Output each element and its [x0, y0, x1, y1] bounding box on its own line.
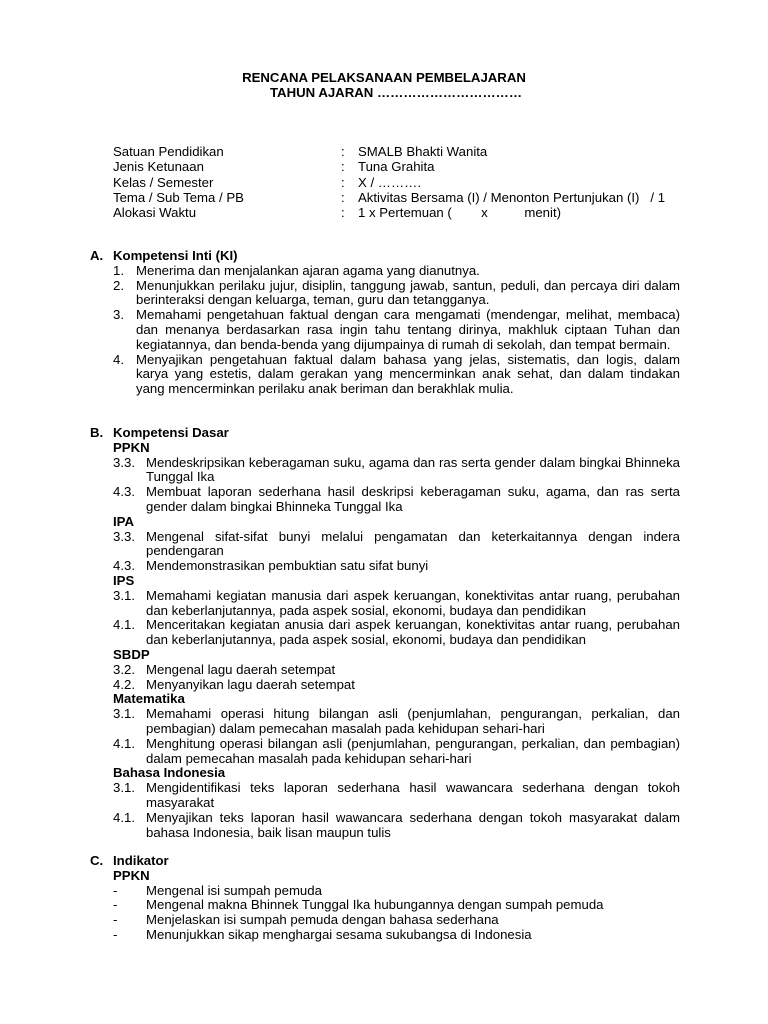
subject-heading: IPA [113, 513, 135, 529]
item-number: 4.1. [113, 617, 135, 633]
item-text: Membuat laporan sederhana hasil deskripsi keberagaman suku, agama, dan ras serta gender dalam bingkai Bhinneka Tunggal Ika [146, 484, 680, 514]
info-value: 1 x Pertemuan ( x menit) [358, 205, 562, 221]
subject-heading: SBDP [113, 646, 150, 662]
item-text: Mengenal isi sumpah pemuda [146, 882, 322, 898]
identity-table [113, 145, 693, 221]
item-text: Mendeskripsikan keberagaman suku, agama dan ras serta gender dalam bingkai Bhinneka Tunggal Ika [146, 454, 680, 485]
item-number: 3. [113, 307, 124, 323]
item-number: 1. [113, 262, 124, 278]
subject-heading: PPKN [113, 867, 150, 883]
bullet: - [113, 912, 118, 928]
item-number: 3.1. [113, 780, 135, 796]
section-letter: C. [90, 853, 104, 868]
item-number: 3.1. [113, 587, 135, 603]
section-heading [90, 249, 680, 264]
item-number: 4.3. [113, 558, 135, 574]
info-colon: : [341, 159, 345, 175]
bullet: - [113, 897, 118, 913]
list-item [113, 559, 680, 574]
list-item [113, 279, 680, 309]
list-item [113, 811, 680, 841]
list-item [113, 884, 680, 899]
info-value: X / ………. [358, 174, 422, 190]
info-colon: : [341, 189, 345, 205]
item-text: Menghitung operasi bilangan asli (penjumlahan, pengurangan, perkalian, dan pembagian) dalam pemecahan masalah pada kehidupan sehari-hari [146, 735, 680, 766]
info-value: Aktivitas Bersama (I) / Menonton Pertunjukan (I) / 1 [358, 189, 666, 205]
list-item [113, 663, 680, 678]
info-colon: : [341, 174, 345, 190]
item-text: Mengidentifikasi teks laporan sederhana hasil wawancara sederhana dengan tokoh masyarakat [146, 780, 680, 810]
list-item [113, 898, 680, 913]
info-label: Kelas / Semester [113, 174, 214, 190]
list-item [113, 781, 680, 811]
list-item [113, 678, 680, 693]
section-letter: A. [90, 248, 104, 263]
subject-heading: Matematika [113, 691, 185, 707]
item-number: 3.3. [113, 454, 135, 470]
section-heading [90, 854, 680, 869]
info-value: SMALB Bhakti Wanita [358, 144, 488, 159]
info-colon: : [341, 144, 345, 159]
section-body [90, 264, 680, 397]
item-number: 2. [113, 277, 124, 293]
info-label: Satuan Pendidikan [113, 144, 224, 159]
list-item [113, 707, 680, 737]
item-text: Menyajikan teks laporan hasil wawancara sederhana dengan tokoh masyarakat dalam bahasa Indonesia, baik lisan maupun tulis [146, 809, 680, 840]
bullet: - [113, 882, 118, 898]
item-number: 4.1. [113, 735, 135, 751]
info-row [113, 176, 693, 191]
section-kompetensi-inti [90, 249, 680, 397]
item-number: 3.2. [113, 661, 135, 677]
list-item [113, 485, 680, 515]
section-body [90, 441, 680, 841]
item-text: Mendemonstrasikan pembuktian satu sifat bunyi [146, 558, 429, 574]
item-number: 3.1. [113, 706, 135, 722]
item-text: Menjelaskan isi sumpah pemuda dengan bahasa sederhana [146, 912, 499, 928]
list-item [113, 264, 680, 279]
item-text: Mengenal lagu daerah setempat [146, 661, 336, 677]
section-kompetensi-dasar [90, 426, 680, 840]
item-text: Memahami pengetahuan faktual dengan cara mengamati (mendengar, melihat, membaca) dan menanya berdasarkan rasa ingin tahu tentang dirinya, makhluk ciptaan Tuhan dan kegiatannya, dan benda-benda yang dijumpainya di rumah di sekolah, dan tempat bermain. [136, 307, 680, 352]
subject-heading: IPS [113, 572, 135, 588]
list-item [113, 589, 680, 619]
list-item [113, 353, 680, 397]
section-title: Kompetensi Dasar [113, 425, 229, 440]
info-colon: : [341, 205, 345, 221]
subject-heading: PPKN [113, 439, 150, 455]
list-item [113, 530, 680, 560]
item-text: Memahami operasi hitung bilangan asli (penjumlahan, pengurangan, perkalian, dan pembagian) dalam pemecahan masalah pada kehidupan sehari-hari [146, 706, 680, 736]
list-item [113, 456, 680, 486]
section-title: Kompetensi Inti (KI) [113, 248, 238, 263]
academic-year: TAHUN AJARAN …………………………… [269, 85, 523, 100]
item-text: Menunjukkan sikap menghargai sesama sukubangsa di Indonesia [146, 926, 532, 942]
item-number: 3.3. [113, 528, 135, 544]
item-number: 4.3. [113, 484, 135, 500]
item-number: 4.1. [113, 809, 135, 825]
section-title: Indikator [113, 853, 169, 868]
bullet: - [113, 926, 118, 942]
item-text: Menerima dan menjalankan ajaran agama yang dianutnya. [136, 262, 480, 278]
info-row [113, 206, 693, 221]
list-item [113, 913, 680, 928]
subject-heading: Bahasa Indonesia [113, 765, 226, 781]
section-heading [90, 426, 680, 441]
item-number: 4. [113, 351, 124, 367]
info-label: Tema / Sub Tema / PB [113, 189, 244, 205]
list-item [113, 737, 680, 767]
item-text: Mengenal sifat-sifat bunyi melalui pengamatan dan keterkaitannya dengan indera pendengaran [146, 528, 680, 559]
item-text: Memahami kegiatan manusia dari aspek keruangan, konektivitas antar ruang, perubahan dan keberlanjutannya, pada aspek sosial, ekonomi, budaya dan pendidikan [146, 587, 680, 618]
section-indikator [90, 854, 680, 943]
item-text: Menunjukkan perilaku jujur, disiplin, tanggung jawab, santun, peduli, dan percaya diri dalam berinteraksi dengan keluarga, teman, guru dan tetangganya. [136, 277, 680, 308]
info-row [113, 160, 693, 175]
info-row [113, 191, 693, 206]
item-number: 4.2. [113, 676, 135, 692]
item-text: Menyajikan pengetahuan faktual dalam bahasa yang jelas, sistematis, dan logis, dalam karya yang estetis, dalam gerakan yang mencerminkan anak sehat, dan dalam tindakan yang mencerminkan perilaku anak beriman dan berakhlak mulia. [136, 351, 680, 397]
list-item [113, 308, 680, 352]
item-text: Menceritakan kegiatan anusia dari aspek keruangan, konektivitas antar ruang, perubahan dan keberlanjutannya, pada aspek sosial, ekonomi, budaya dan pendidikan [146, 617, 680, 648]
section-body [90, 869, 680, 943]
list-item [113, 928, 680, 943]
list-item [113, 618, 680, 648]
item-text: Mengenal makna Bhinnek Tunggal Ika hubungannya dengan sumpah pemuda [146, 897, 604, 913]
info-label: Alokasi Waktu [113, 205, 197, 221]
info-value: Tuna Grahita [358, 159, 435, 175]
section-letter: B. [90, 425, 104, 440]
info-row [113, 145, 693, 160]
info-label: Jenis Ketunaan [113, 159, 204, 175]
document-title: RENCANA PELAKSANAAN PEMBELAJARAN [242, 70, 526, 85]
item-text: Menyanyikan lagu daerah setempat [146, 676, 355, 692]
